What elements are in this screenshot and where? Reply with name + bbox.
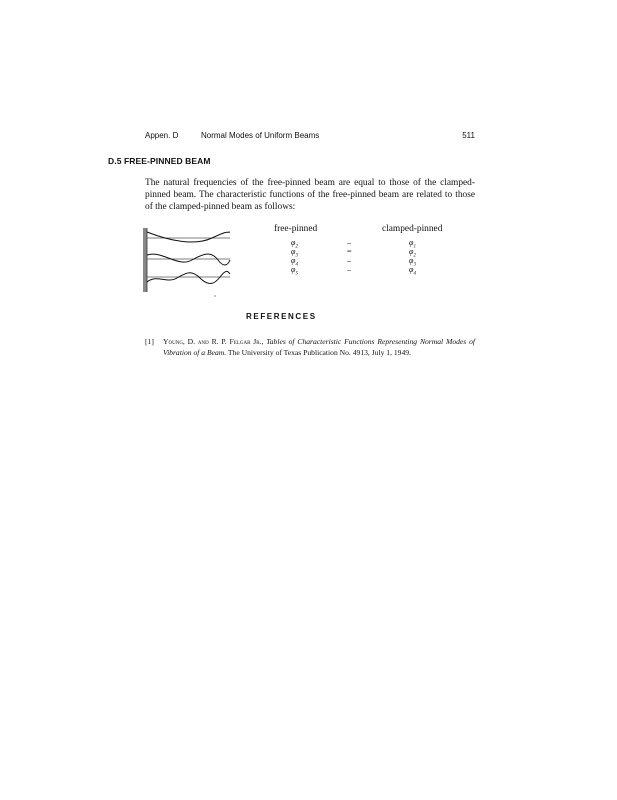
relation-sign: –: [347, 256, 351, 265]
table-row: [268, 238, 468, 250]
table-row: [268, 265, 468, 277]
reference-publication: The University of Texas Publication No. 4913, July 1, 1949.: [227, 348, 411, 357]
mode-shape-1: [147, 232, 230, 242]
running-head-appendix: Appen. D: [145, 131, 179, 140]
free-pinned-function: $\varphi_5$: [291, 265, 298, 277]
relation-sign: =: [347, 247, 352, 256]
mode-shape-3: [147, 271, 230, 283]
column-heading-clamped-pinned: clamped-pinned: [382, 224, 443, 234]
page-number: 511: [462, 131, 475, 140]
mode-shape-2: [147, 254, 230, 265]
free-pinned-function: $\varphi_4$: [291, 256, 298, 268]
reference-title: Tables of Characteristic Functions Representing Normal Modes of Vibration of a Beam.: [163, 337, 476, 357]
table-row: [268, 247, 468, 259]
relation-sign: –: [347, 238, 351, 247]
running-head-title: Normal Modes of Uniform Beams: [201, 131, 320, 140]
body-paragraph: The natural frequencies of the free-pinned beam are equal to those of the clamped-pinned beam. The characteristic functions of the free-pinned beam are related to those of the clamped-pinned beam as follows:: [145, 178, 475, 212]
clamped-pinned-function: $\varphi_4$: [409, 265, 416, 277]
references-heading: REFERENCES: [246, 312, 317, 321]
relation-sign: –: [347, 265, 351, 274]
free-pinned-function: $\varphi_3$: [291, 247, 298, 259]
running-head: [145, 131, 475, 143]
column-heading-free-pinned: free-pinned: [274, 224, 318, 234]
reference-text: [163, 336, 475, 358]
table-row: [268, 256, 468, 268]
clamped-pinned-function: $\varphi_3$: [409, 256, 416, 268]
beam-mode-shapes-figure: [140, 224, 240, 304]
reference-authors: Young, D. and R. P. Felgar Jr.,: [163, 337, 264, 346]
free-pinned-function: $\varphi_2$: [291, 238, 298, 250]
beam-wall: [143, 228, 147, 292]
clamped-pinned-function: $\varphi_2$: [409, 247, 416, 259]
section-heading: D.5 FREE-PINNED BEAM: [108, 156, 211, 166]
reference-number: [1]: [145, 337, 154, 346]
clamped-pinned-function: $\varphi_1$: [409, 238, 416, 250]
